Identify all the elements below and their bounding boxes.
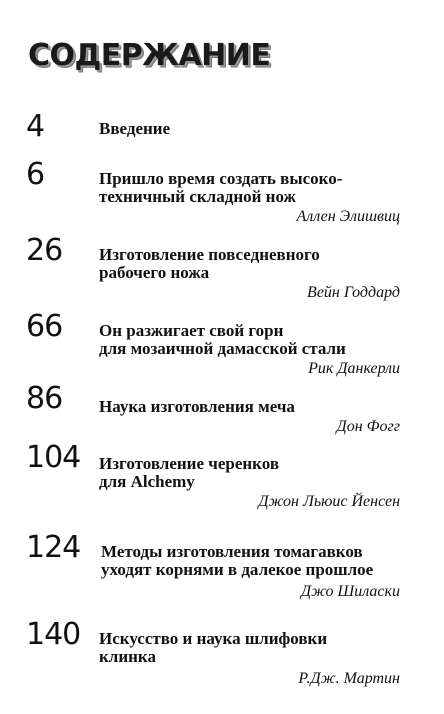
toc-entry-title [99,322,399,358]
toc-title-line: Изготовление черенков [99,454,280,473]
toc-entry-title [101,543,401,579]
toc-page-number: 124 [26,530,81,565]
toc-title-line: для Alchemy [99,472,195,491]
toc-entry-title [99,630,399,666]
toc-title-line: Он разжигает свой горн [99,321,284,340]
toc-page-number: 66 [26,309,63,344]
toc-entry[interactable] [0,441,444,531]
toc-title-line: для мозаичной дамасской стали [99,339,346,358]
toc-entry-title [99,398,399,416]
toc-title-line: уходят корнями в далекое прошлое [101,560,374,579]
toc-page-number: 26 [26,233,63,268]
toc-title-line: техничный складной нож [99,187,296,206]
toc-title-line: Пришло время создать высоко- [99,169,343,188]
toc-entry-author: Дон Фогг [336,418,400,435]
toc-entry-title [99,120,399,138]
toc-entry[interactable] [0,531,444,621]
toc-entry-author: Джон Льюис Йенсен [258,493,400,510]
toc-title-line: Искусство и наука шлифовки [99,629,328,648]
toc-page-number: 140 [26,617,81,652]
toc-entry[interactable] [0,618,444,708]
page-title: СОДЕРЖАНИЕ [28,38,271,73]
toc-title-line: рабочего ножа [99,263,210,282]
toc-entry-author: Рик Данкерли [308,360,400,377]
toc-title-line: клинка [99,647,156,666]
toc-entry-author: Р.Дж. Мартин [298,670,400,687]
toc-page-number: 6 [26,157,45,192]
toc-entry-author: Вейн Годдард [307,284,400,301]
toc-entry-title [99,246,399,282]
toc-entry-title [99,455,399,491]
toc-entry-author: Аллен Элишвиц [296,208,400,225]
toc-title-line: Методы изготовления томагавков [101,542,363,561]
toc-title-line: Изготовление повседневного [99,245,320,264]
toc-entry-title [99,170,399,206]
toc-page-number: 86 [26,381,63,416]
toc-title-line: Введение [99,119,171,138]
toc-title-line: Наука изготовления меча [99,397,295,416]
toc-entry-author: Джо Шиласки [300,583,400,600]
toc-page-number: 104 [26,440,81,475]
toc-page-number: 4 [26,109,45,144]
